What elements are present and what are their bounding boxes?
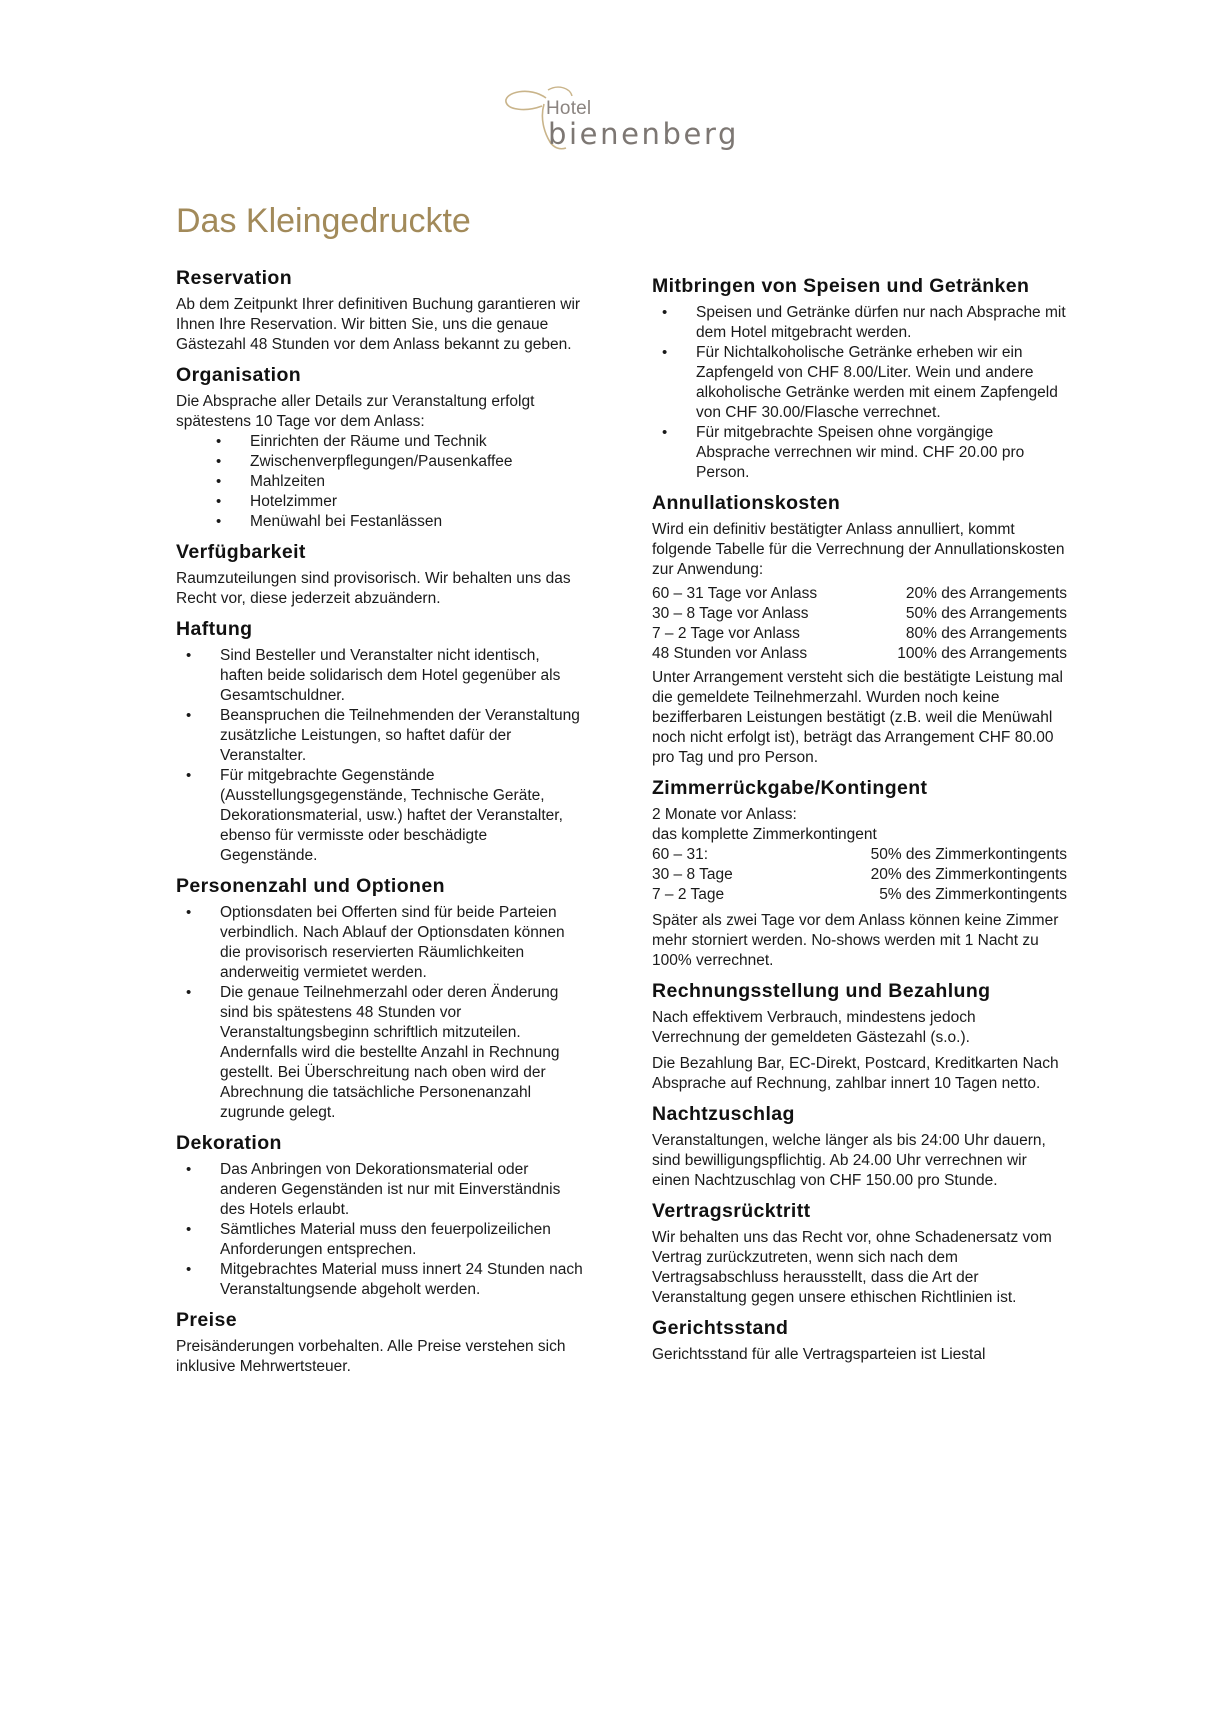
list-item: • Zwischenverpflegungen/Pausenkaffee — [176, 452, 586, 472]
list-item: • Für Nichtalkoholische Getränke erheben wir ein Zapfengeld von CHF 8.00/Liter. Wein und andere alkoholische Getränke werden mit einem Zapfengeld von CHF 30.00/Flasche verrechnet. — [652, 343, 1067, 423]
vertrag-text: Wir behalten uns das Recht vor, ohne Schadenersatz vom Vertrag zurückzutreten, wenn sich nach dem Vertragsabschluss herausstellt, dass die Art der Veranstaltung gegen unsere ethischen Richtlinien ist. — [652, 1229, 1052, 1306]
heading-nacht: Nachtzuschlag — [652, 1103, 795, 1125]
right-column — [652, 274, 1067, 1373]
table-row — [652, 845, 1067, 865]
nacht-text: Veranstaltungen, welche länger als bis 24:00 Uhr dauern, sind bewilligungspflichtig. Ab 24.00 Uhr verrechnen wir einen Nachtzuschlag von CHF 150.00 pro Stunde. — [652, 1132, 1046, 1189]
rechnung-text1: Nach effektivem Verbrauch, mindestens jedoch Verrechnung der gemeldeten Gästezahl (s.o.). — [652, 1009, 976, 1046]
table-row — [652, 624, 1067, 644]
section-vertrag — [652, 1199, 1067, 1308]
annullation-table — [652, 584, 1067, 664]
section-verfuegbarkeit — [176, 540, 586, 609]
section-mitbringen — [652, 274, 1067, 483]
list-item: • Sind Besteller und Veranstalter nicht identisch, haften beide solidarisch dem Hotel gegenüber als Gesamtschuldner. — [176, 646, 586, 706]
list-item: • Hotelzimmer — [176, 492, 586, 512]
heading-zimmer: Zimmerrückgabe/Kontingent — [652, 777, 928, 799]
section-reservation — [176, 266, 586, 355]
row-value: 80% des Arrangements — [905, 625, 1067, 642]
zimmer-note: Später als zwei Tage vor dem Anlass können keine Zimmer mehr storniert werden. No-shows werden mit 1 Nacht zu 100% verrechnet. — [652, 912, 1059, 969]
organisation-text: Die Absprache aller Details zur Veranstaltung erfolgt spätestens 10 Tage vor dem Anlass: — [176, 393, 535, 430]
row-label: 30 – 8 Tage — [652, 866, 733, 883]
list-item: • Für mitgebrachte Speisen ohne vorgängige Absprache verrechnen wir mind. CHF 20.00 pro Person. — [652, 423, 1067, 483]
row-label: 60 – 31: — [652, 846, 709, 863]
list-item: • Beanspruchen die Teilnehmenden der Veranstaltung zusätzliche Leistungen, so haftet dafür der Veranstalter. — [176, 706, 586, 766]
table-row — [652, 644, 1067, 664]
row-value: 50% des Zimmerkontingents — [870, 846, 1067, 863]
logo-name-text: bienenberg — [548, 117, 739, 151]
mitbringen-list — [652, 303, 1067, 483]
section-gericht — [652, 1316, 1067, 1365]
row-label: 48 Stunden vor Anlass — [652, 645, 808, 662]
haftung-list — [176, 646, 586, 866]
zimmer-line2: das komplette Zimmerkontingent — [652, 826, 877, 843]
gericht-text: Gerichtsstand für alle Vertragsparteien ist Liestal — [652, 1346, 986, 1363]
heading-haftung: Haftung — [176, 618, 253, 640]
heading-mitbringen: Mitbringen von Speisen und Getränken — [652, 275, 1030, 297]
preise-text: Preisänderungen vorbehalten. Alle Preise verstehen sich inklusive Mehrwertsteuer. — [176, 1338, 566, 1375]
verfuegbarkeit-text: Raumzuteilungen sind provisorisch. Wir behalten uns das Recht vor, diese jederzeit abzuändern. — [176, 570, 571, 607]
row-label: 30 – 8 Tage vor Anlass — [652, 605, 809, 622]
section-preise — [176, 1308, 586, 1377]
heading-annullation: Annullationskosten — [652, 492, 841, 514]
list-item: • Optionsdaten bei Offerten sind für beide Parteien verbindlich. Nach Ablauf der Optionsdaten können die provisorisch reservierten Räumlichkeiten anderweitig vermietet werden. — [176, 903, 586, 983]
reservation-text: Ab dem Zeitpunkt Ihrer definitiven Buchung garantieren wir Ihnen Ihre Reservation. Wir bitten Sie, uns die genaue Gästezahl 48 Stunden vor dem Anlass bekannt zu geben. — [176, 296, 581, 353]
row-value: 20% des Arrangements — [905, 585, 1067, 602]
zimmer-line1: 2 Monate vor Anlass: — [652, 806, 797, 823]
row-value: 50% des Arrangements — [905, 605, 1067, 622]
row-value: 100% des Arrangements — [897, 645, 1067, 662]
heading-personenzahl: Personenzahl und Optionen — [176, 875, 445, 897]
page-title: Das Kleingedruckte — [176, 202, 471, 240]
row-value: 20% des Zimmerkontingents — [870, 866, 1067, 883]
row-label: 7 – 2 Tage — [652, 886, 725, 903]
personenzahl-list — [176, 903, 586, 1123]
list-item: • Mitgebrachtes Material muss innert 24 Stunden nach Veranstaltungsende abgeholt werden. — [176, 1260, 586, 1300]
heading-rechnung: Rechnungsstellung und Bezahlung — [652, 980, 991, 1002]
section-rechnung — [652, 979, 1067, 1094]
section-haftung — [176, 617, 586, 866]
organisation-list — [176, 432, 586, 532]
list-item: • Menüwahl bei Festanlässen — [176, 512, 586, 532]
table-row — [652, 604, 1067, 624]
section-dekoration — [176, 1131, 586, 1300]
section-nacht — [652, 1102, 1067, 1191]
list-item: • Die genaue Teilnehmerzahl oder deren Änderung sind bis spätestens 48 Stunden vor Veranstaltungsbeginn schriftlich mitzuteilen. Andernfalls wird die bestellte Anzahl in Rechnung gestellt. Bei Überschreitung nach oben wird der Abrechnung die tatsächliche Personenanzahl zugrunde gelegt. — [176, 983, 586, 1123]
heading-dekoration: Dekoration — [176, 1132, 282, 1154]
table-row — [652, 584, 1067, 604]
list-item: • Speisen und Getränke dürfen nur nach Absprache mit dem Hotel mitgebracht werden. — [652, 303, 1067, 343]
hotel-logo — [500, 84, 740, 160]
list-item: • Einrichten der Räume und Technik — [176, 432, 586, 452]
heading-preise: Preise — [176, 1309, 237, 1331]
list-item: • Das Anbringen von Dekorationsmaterial oder anderen Gegenständen ist nur mit Einverständnis des Hotels erlaubt. — [176, 1160, 586, 1220]
heading-vertrag: Vertragsrücktritt — [652, 1200, 811, 1222]
logo-hotel-text: Hotel — [546, 98, 592, 119]
heading-organisation: Organisation — [176, 364, 302, 386]
heading-gericht: Gerichtsstand — [652, 1317, 789, 1339]
list-item: • Für mitgebrachte Gegenstände (Ausstellungsgegenstände, Technische Geräte, Dekorationsmaterial, usw.) haftet der Veranstalter, ebenso für vermisste oder beschädigte Gegenstände. — [176, 766, 586, 866]
section-personenzahl — [176, 874, 586, 1123]
dekoration-list — [176, 1160, 586, 1300]
annullation-note: Unter Arrangement versteht sich die bestätigte Leistung mal die gemeldete Teilnehmerzahl. Wurden noch keine bezifferbaren Leistungen bestätigt (z.B. weil die Menüwahl noch nicht erfolgt ist), beträgt das Arrangement CHF 80.00 pro Tag und pro Person. — [652, 669, 1063, 766]
list-item: • Mahlzeiten — [176, 472, 586, 492]
heading-reservation: Reservation — [176, 267, 293, 289]
table-row — [652, 865, 1067, 885]
row-label: 7 – 2 Tage vor Anlass — [652, 625, 800, 642]
left-column — [176, 266, 586, 1385]
list-item: • Sämtliches Material muss den feuerpolizeilichen Anforderungen entsprechen. — [176, 1220, 586, 1260]
rechnung-text2: Die Bezahlung Bar, EC-Direkt, Postcard, Kreditkarten Nach Absprache auf Rechnung, zahlbar innert 10 Tagen netto. — [652, 1055, 1059, 1092]
zimmer-table — [652, 845, 1067, 905]
table-row — [652, 885, 1067, 905]
annullation-intro: Wird ein definitiv bestätigter Anlass annulliert, kommt folgende Tabelle für die Verrechnung der Annullationskosten zur Anwendung: — [652, 521, 1065, 578]
row-value: 5% des Zimmerkontingents — [879, 886, 1067, 903]
section-organisation — [176, 363, 586, 532]
heading-verfuegbarkeit: Verfügbarkeit — [176, 541, 306, 563]
section-annullation — [652, 491, 1067, 768]
row-label: 60 – 31 Tage vor Anlass — [652, 585, 818, 602]
section-zimmer — [652, 776, 1067, 971]
